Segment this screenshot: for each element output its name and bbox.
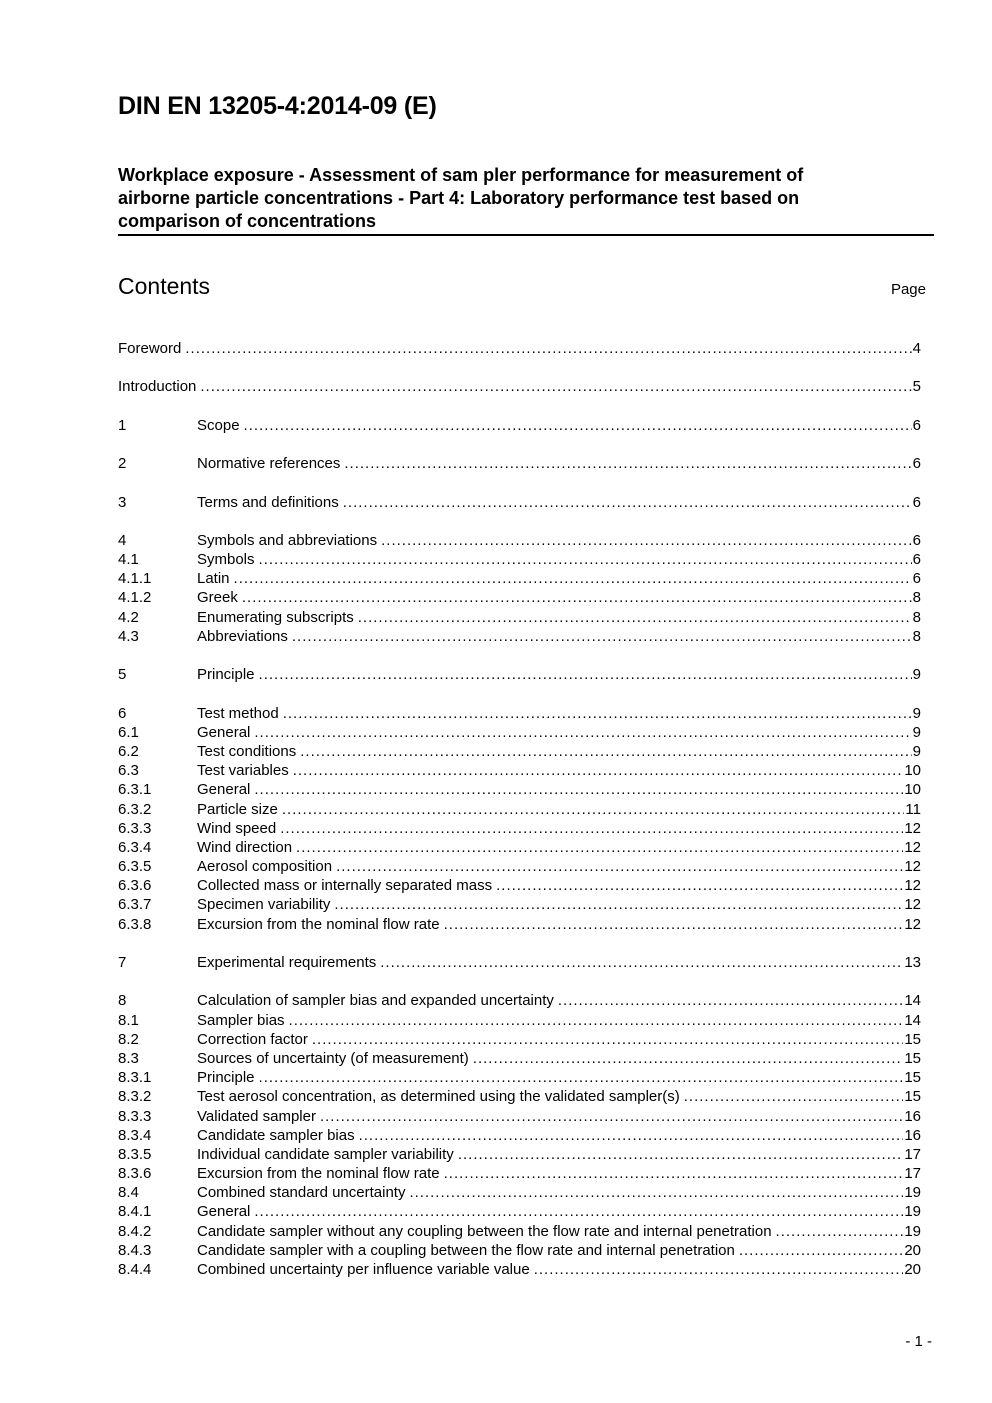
toc-dot-leader bbox=[300, 742, 911, 761]
toc-entry[interactable] bbox=[118, 915, 921, 934]
toc-entry-title: Abbreviations bbox=[197, 627, 288, 645]
toc-entry-number: 8.3.1 bbox=[118, 1069, 152, 1087]
toc-entry-page: 17 bbox=[904, 1145, 921, 1163]
toc-dot-leader bbox=[254, 780, 903, 799]
toc-entry[interactable] bbox=[118, 493, 921, 512]
toc-dot-leader bbox=[244, 416, 912, 435]
toc-entry-page: 6 bbox=[912, 455, 921, 473]
page-column-label: Page bbox=[890, 281, 926, 298]
toc-entry-number: 8 bbox=[118, 992, 127, 1010]
toc-entry[interactable] bbox=[118, 838, 921, 857]
toc-dot-leader bbox=[776, 1222, 904, 1241]
toc-entry[interactable] bbox=[118, 339, 921, 358]
toc-entry-page: 12 bbox=[904, 877, 921, 895]
toc-entry-number: 6.1 bbox=[118, 723, 139, 741]
toc-entry-page: 8 bbox=[912, 589, 921, 607]
toc-entry[interactable] bbox=[118, 1126, 921, 1145]
toc-entry-page: 8 bbox=[912, 608, 921, 626]
toc-entry-page: 17 bbox=[904, 1165, 921, 1183]
toc-entry[interactable] bbox=[118, 1145, 921, 1164]
toc-entry[interactable] bbox=[118, 991, 921, 1010]
toc-entry-number: 8.3.5 bbox=[118, 1145, 152, 1163]
toc-dot-leader bbox=[444, 1164, 904, 1183]
toc-dot-leader bbox=[458, 1145, 904, 1164]
toc-entry[interactable] bbox=[118, 953, 921, 972]
toc-entry-number: 8.4.3 bbox=[118, 1241, 152, 1259]
toc-entry-number: 6.2 bbox=[118, 742, 139, 760]
toc-entry-page: 14 bbox=[904, 992, 921, 1010]
toc-dot-leader bbox=[259, 550, 912, 569]
toc-entry[interactable] bbox=[118, 1030, 921, 1049]
toc-entry-page: 5 bbox=[912, 378, 921, 396]
toc-dot-leader bbox=[280, 819, 903, 838]
toc-entry[interactable] bbox=[118, 800, 921, 819]
toc-entry-page: 19 bbox=[904, 1222, 921, 1240]
toc-entry-title: Greek bbox=[197, 589, 238, 607]
toc-entry[interactable] bbox=[118, 588, 921, 607]
toc-entry[interactable] bbox=[118, 1164, 921, 1183]
toc-entry-page: 12 bbox=[904, 915, 921, 933]
toc-entry[interactable] bbox=[118, 550, 921, 569]
toc-entry[interactable] bbox=[118, 895, 921, 914]
toc-entry-title: Test method bbox=[197, 704, 279, 722]
toc-entry[interactable] bbox=[118, 1011, 921, 1030]
toc-entry-page: 9 bbox=[912, 666, 921, 684]
toc-dot-leader bbox=[234, 569, 912, 588]
toc-entry-title: Principle bbox=[197, 666, 255, 684]
toc-entry[interactable] bbox=[118, 1087, 921, 1106]
toc-entry[interactable] bbox=[118, 723, 921, 742]
toc-entry[interactable] bbox=[118, 377, 921, 396]
toc-entry-number: 4.1 bbox=[118, 551, 139, 569]
toc-entry-title: Candidate sampler with a coupling between the flow rate and internal penetration bbox=[197, 1241, 735, 1259]
toc-entry[interactable] bbox=[118, 1260, 921, 1279]
toc-entry[interactable] bbox=[118, 876, 921, 895]
toc-entry-title: General bbox=[197, 781, 251, 799]
toc-entry-page: 9 bbox=[912, 723, 921, 741]
toc-dot-leader bbox=[381, 531, 912, 550]
toc-entry-title: Individual candidate sampler variability bbox=[197, 1145, 454, 1163]
document-title-line: comparison of concentrations bbox=[118, 211, 377, 231]
toc-entry-page: 13 bbox=[904, 954, 921, 971]
toc-entry-title: Excursion from the nominal flow rate bbox=[197, 1165, 440, 1183]
toc-entry-number: 6.3.8 bbox=[118, 915, 152, 933]
toc-dot-leader bbox=[292, 627, 912, 646]
toc-dot-leader bbox=[293, 761, 904, 780]
toc-dot-leader bbox=[684, 1087, 904, 1106]
toc-dot-leader bbox=[200, 377, 911, 396]
toc-entry-title: Aerosol composition bbox=[197, 858, 333, 876]
toc-entry[interactable] bbox=[118, 1049, 921, 1068]
toc-entry-number: 4.3 bbox=[118, 627, 139, 645]
toc-entry[interactable] bbox=[118, 1183, 921, 1202]
toc-entry-page: 6 bbox=[912, 551, 921, 569]
toc-entry-number: 6.3.3 bbox=[118, 819, 152, 837]
toc-entry[interactable] bbox=[118, 742, 921, 761]
toc-entry-number: 6.3 bbox=[118, 762, 139, 780]
toc-entry-title: Normative references bbox=[197, 455, 341, 473]
toc-entry[interactable] bbox=[118, 1068, 921, 1087]
toc-entry-title: Test aerosol concentration, as determined using the validated sampler(s) bbox=[197, 1088, 680, 1106]
toc-entry-title: Test conditions bbox=[197, 742, 297, 760]
toc-entry[interactable] bbox=[118, 780, 921, 799]
toc-entry-number: 3 bbox=[118, 493, 127, 511]
toc-entry-page: 15 bbox=[904, 1030, 921, 1048]
toc-entry[interactable] bbox=[118, 627, 921, 646]
toc-entry[interactable] bbox=[118, 608, 921, 627]
toc-dot-leader bbox=[312, 1030, 903, 1049]
toc-entry-page: 12 bbox=[904, 896, 921, 914]
toc-entry-title: Validated sampler bbox=[197, 1107, 316, 1125]
toc-entry-title: Test variables bbox=[197, 762, 289, 780]
toc-dot-leader bbox=[296, 838, 903, 857]
toc-entry-page: 8 bbox=[912, 627, 921, 645]
toc-entry[interactable] bbox=[118, 569, 921, 588]
toc-entry-title: Latin bbox=[197, 570, 230, 588]
toc-entry-number: 8.4.2 bbox=[118, 1222, 152, 1240]
page-number: - 1 - bbox=[905, 1333, 932, 1350]
toc-dot-leader bbox=[343, 493, 912, 512]
toc-entry-page: 11 bbox=[905, 800, 921, 818]
toc-entry-number: 8.1 bbox=[118, 1011, 139, 1029]
table-of-contents bbox=[118, 339, 921, 1279]
toc-entry-title: Symbols bbox=[197, 551, 255, 569]
toc-entry[interactable] bbox=[118, 1241, 921, 1260]
toc-entry-page: 15 bbox=[904, 1069, 921, 1087]
toc-entry-title: Correction factor bbox=[197, 1030, 308, 1048]
toc-entry-title: Candidate sampler bias bbox=[197, 1126, 355, 1144]
toc-entry-page: 6 bbox=[912, 493, 921, 511]
toc-dot-leader bbox=[336, 857, 903, 876]
toc-dot-leader bbox=[283, 704, 912, 723]
toc-entry-title: Principle bbox=[197, 1069, 255, 1087]
toc-entry-page: 10 bbox=[904, 762, 921, 780]
toc-entry-number: 1 bbox=[118, 416, 127, 434]
toc-entry[interactable] bbox=[118, 1222, 921, 1241]
toc-entry[interactable] bbox=[118, 1107, 921, 1126]
toc-entry-page: 12 bbox=[904, 838, 921, 856]
toc-entry-number: 8.4 bbox=[118, 1184, 139, 1202]
toc-entry[interactable] bbox=[118, 761, 921, 780]
toc-entry-number: 6.3.7 bbox=[118, 896, 152, 914]
toc-entry-title: Collected mass or internally separated mass bbox=[197, 877, 493, 895]
toc-dot-leader bbox=[444, 915, 904, 934]
toc-entry[interactable] bbox=[118, 857, 921, 876]
toc-dot-leader bbox=[358, 608, 912, 627]
toc-entry-page: 16 bbox=[904, 1107, 921, 1125]
toc-dot-leader bbox=[558, 991, 903, 1010]
document-title bbox=[118, 164, 934, 236]
toc-dot-leader bbox=[473, 1049, 904, 1068]
toc-entry-number: 6 bbox=[118, 704, 127, 722]
toc-entry-number: 8.3 bbox=[118, 1049, 139, 1067]
toc-entry-page: 9 bbox=[912, 742, 921, 760]
toc-entry-page: 19 bbox=[904, 1184, 921, 1202]
toc-dot-leader bbox=[409, 1183, 903, 1202]
toc-entry-title: Combined standard uncertainty bbox=[197, 1184, 406, 1202]
toc-dot-leader bbox=[739, 1241, 903, 1260]
toc-dot-leader bbox=[534, 1260, 904, 1279]
toc-entry-page: 14 bbox=[904, 1011, 921, 1029]
document-title-line: airborne particle concentrations - Part 4: Laboratory performance test based on bbox=[118, 188, 800, 208]
toc-entry-number: 2 bbox=[118, 455, 127, 473]
toc-entry-number: 8.3.6 bbox=[118, 1165, 152, 1183]
toc-entry-page: 16 bbox=[904, 1126, 921, 1144]
toc-entry[interactable] bbox=[118, 1202, 921, 1221]
toc-entry-title: Wind direction bbox=[197, 838, 293, 856]
toc-entry-page: 20 bbox=[904, 1261, 921, 1278]
toc-entry-page: 19 bbox=[904, 1203, 921, 1221]
toc-entry-number: 4.2 bbox=[118, 608, 139, 626]
toc-entry-number: 6.3.5 bbox=[118, 858, 152, 876]
toc-dot-leader bbox=[254, 1202, 903, 1221]
toc-dot-leader bbox=[259, 1068, 904, 1087]
toc-dot-leader bbox=[380, 953, 903, 972]
toc-entry-page: 15 bbox=[904, 1088, 921, 1106]
toc-entry-title: General bbox=[197, 1203, 251, 1221]
toc-dot-leader bbox=[289, 1011, 904, 1030]
toc-entry-page: 20 bbox=[904, 1241, 921, 1259]
toc-entry-page: 9 bbox=[912, 704, 921, 722]
toc-dot-leader bbox=[359, 1126, 904, 1145]
toc-entry-title: Foreword bbox=[118, 340, 182, 357]
toc-dot-leader bbox=[334, 895, 903, 914]
toc-entry-page: 15 bbox=[904, 1049, 921, 1067]
toc-entry-title: Introduction bbox=[118, 378, 197, 396]
toc-entry-number: 8.2 bbox=[118, 1030, 139, 1048]
toc-entry-title: General bbox=[197, 723, 251, 741]
toc-entry-title: Calculation of sampler bias and expanded uncertainty bbox=[197, 992, 554, 1010]
toc-dot-leader bbox=[185, 339, 911, 358]
toc-entry-number: 6.3.1 bbox=[118, 781, 152, 799]
toc-entry-title: Specimen variability bbox=[197, 896, 331, 914]
toc-entry-title: Excursion from the nominal flow rate bbox=[197, 915, 440, 933]
toc-entry-number: 8.4.1 bbox=[118, 1203, 152, 1221]
toc-entry-number: 8.3.3 bbox=[118, 1107, 152, 1125]
toc-entry[interactable] bbox=[118, 665, 921, 684]
toc-entry-title: Sources of uncertainty (of measurement) bbox=[197, 1049, 469, 1067]
toc-entry-title: Candidate sampler without any coupling between the flow rate and internal penetration bbox=[197, 1222, 772, 1240]
toc-dot-leader bbox=[254, 723, 911, 742]
toc-entry-page: 12 bbox=[904, 858, 921, 876]
toc-dot-leader bbox=[242, 588, 912, 607]
toc-entry-number: 6.3.6 bbox=[118, 877, 152, 895]
toc-dot-leader bbox=[344, 454, 911, 473]
toc-entry[interactable] bbox=[118, 819, 921, 838]
toc-entry-number: 8.3.2 bbox=[118, 1088, 152, 1106]
toc-entry-title: Sampler bias bbox=[197, 1011, 285, 1029]
toc-entry-number: 5 bbox=[118, 666, 127, 684]
contents-heading: Contents bbox=[118, 273, 211, 299]
toc-entry-number: 4.1.2 bbox=[118, 589, 152, 607]
toc-entry[interactable] bbox=[118, 704, 921, 723]
document-id: DIN EN 13205-4:2014-09 (E) bbox=[118, 92, 437, 120]
toc-entry-number: 6.3.4 bbox=[118, 838, 152, 856]
document-title-line: Workplace exposure - Assessment of sam pler performance for measurement of bbox=[118, 165, 804, 185]
toc-entry-page: 12 bbox=[904, 819, 921, 837]
toc-entry[interactable] bbox=[118, 531, 921, 550]
toc-entry-title: Terms and definitions bbox=[197, 493, 339, 511]
toc-dot-leader bbox=[496, 876, 903, 895]
toc-entry-number: 8.3.4 bbox=[118, 1126, 152, 1144]
toc-entry-title: Combined uncertainty per influence variable value bbox=[197, 1261, 530, 1278]
toc-entry[interactable] bbox=[118, 416, 921, 435]
toc-entry-title: Enumerating subscripts bbox=[197, 608, 354, 626]
toc-entry[interactable] bbox=[118, 454, 921, 473]
toc-entry-title: Symbols and abbreviations bbox=[197, 531, 378, 549]
toc-entry-number: 4.1.1 bbox=[118, 570, 152, 588]
toc-entry-title: Wind speed bbox=[197, 819, 277, 837]
toc-entry-number: 8.4.4 bbox=[118, 1261, 152, 1278]
toc-dot-leader bbox=[259, 665, 912, 684]
toc-entry-title: Particle size bbox=[197, 800, 278, 818]
toc-dot-leader bbox=[320, 1107, 903, 1126]
toc-entry-page: 6 bbox=[912, 531, 921, 549]
toc-entry-title: Scope bbox=[197, 416, 240, 434]
toc-entry-title: Experimental requirements bbox=[197, 954, 377, 971]
toc-entry-number: 7 bbox=[118, 954, 127, 971]
toc-dot-leader bbox=[282, 800, 905, 819]
toc-entry-page: 4 bbox=[912, 340, 921, 357]
toc-entry-page: 6 bbox=[912, 416, 921, 434]
toc-entry-page: 10 bbox=[904, 781, 921, 799]
toc-entry-page: 6 bbox=[912, 570, 921, 588]
toc-entry-number: 4 bbox=[118, 531, 127, 549]
toc-entry-number: 6.3.2 bbox=[118, 800, 152, 818]
